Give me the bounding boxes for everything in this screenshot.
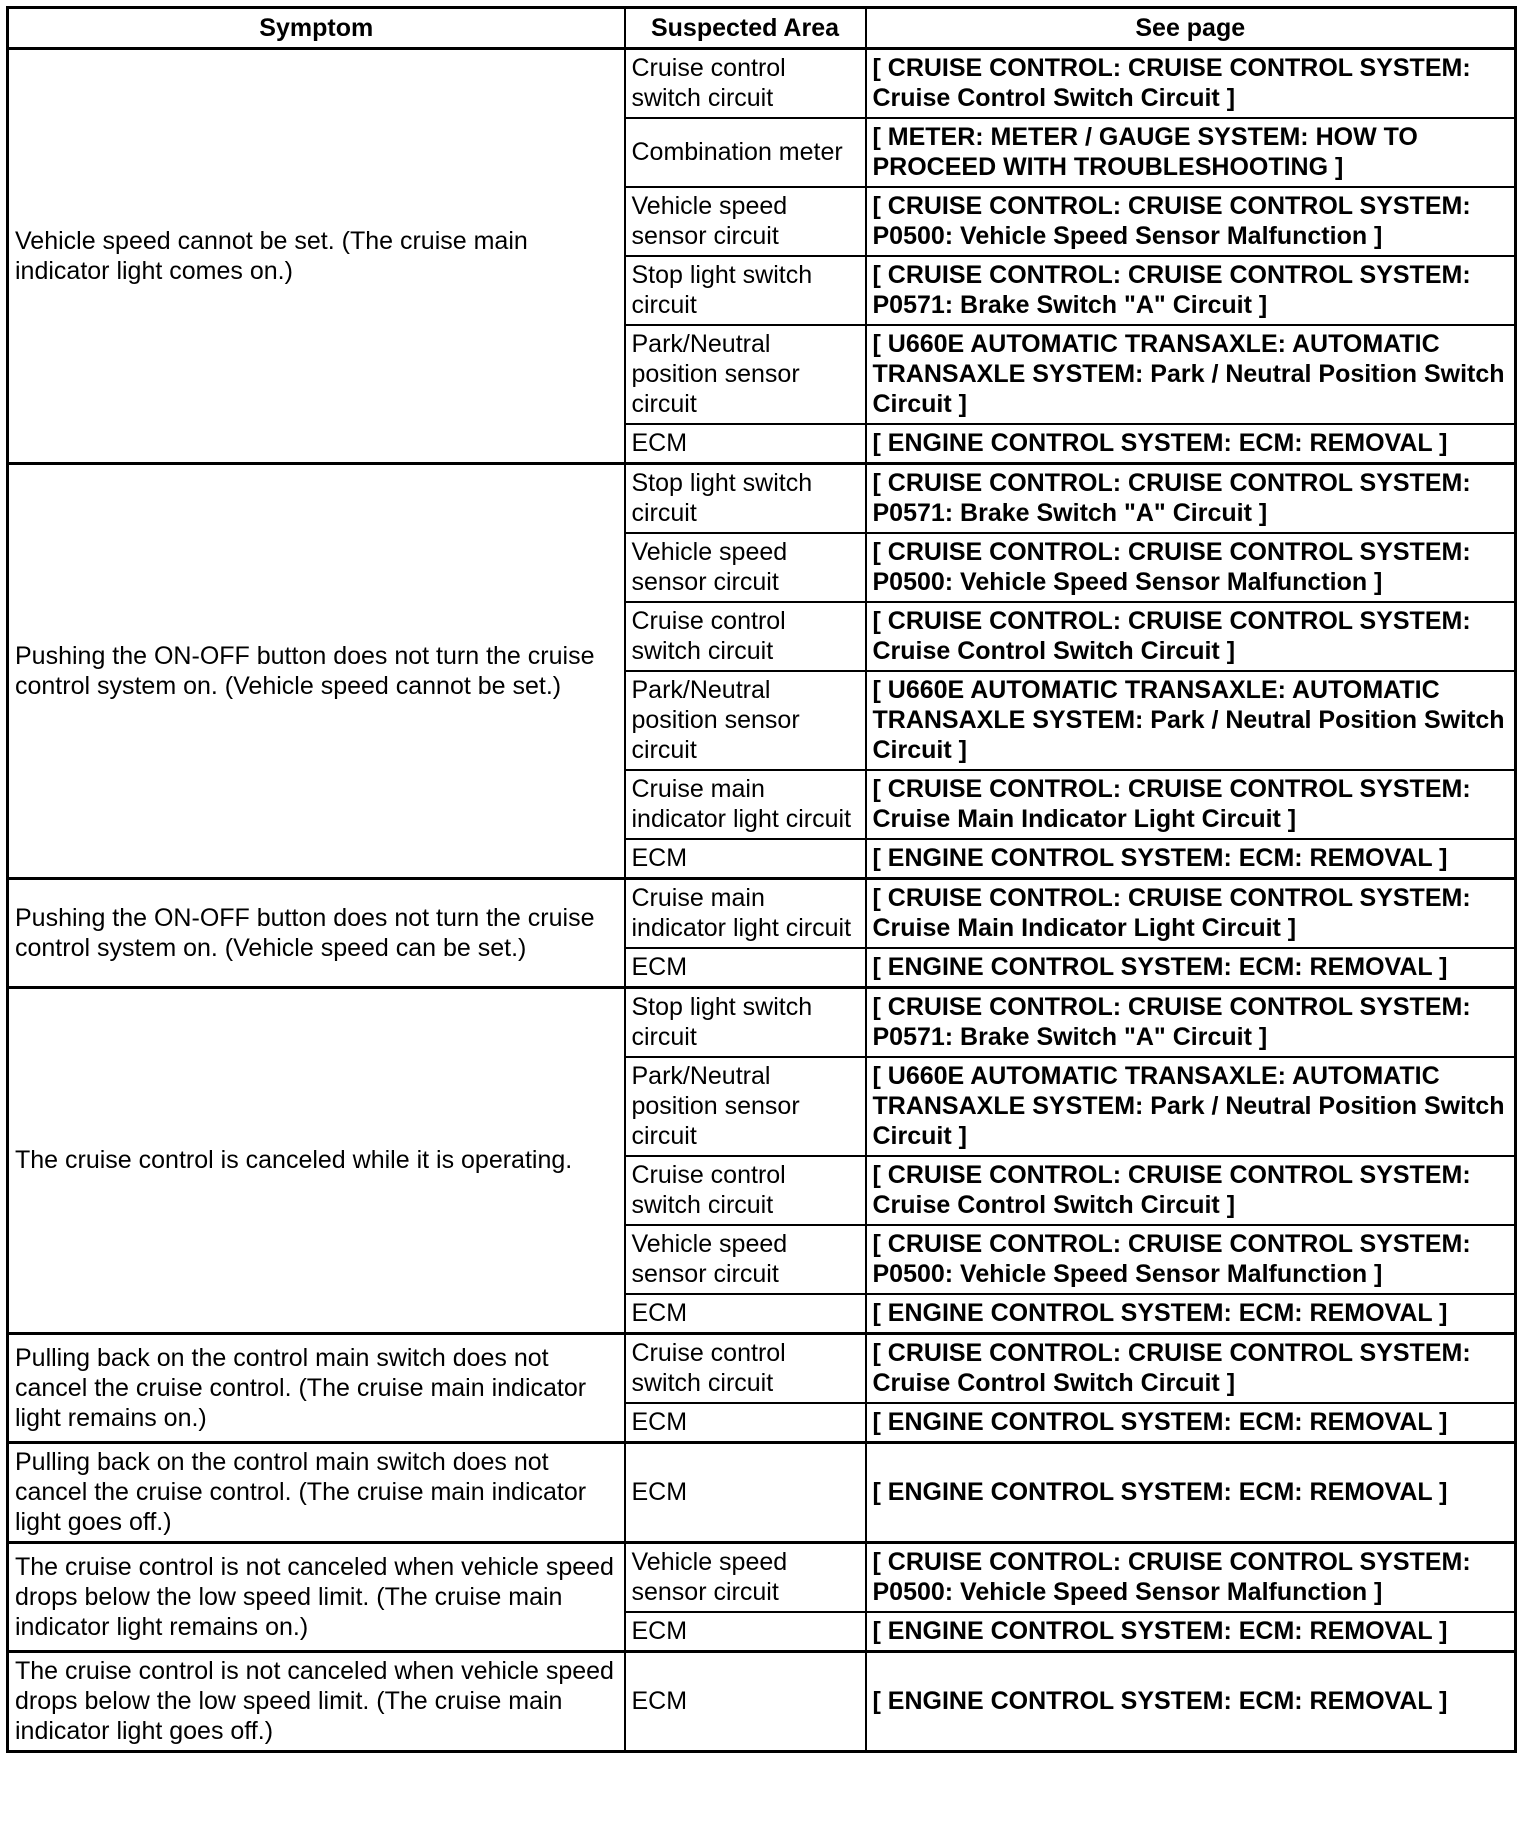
table-row [8, 879, 1516, 949]
suspected-area-cell: Stop light switch circuit [625, 464, 866, 534]
table-row [8, 1334, 1516, 1404]
symptom-cell: Pushing the ON-OFF button does not turn the cruise control system on. (Vehicle speed can be set.) [8, 879, 625, 988]
see-page-reference-link[interactable]: [ ENGINE CONTROL SYSTEM: ECM: REMOVAL ] [866, 1652, 1516, 1752]
column-header-suspected-area: Suspected Area [625, 8, 866, 49]
symptom-cell: Vehicle speed cannot be set. (The cruise main indicator light comes on.) [8, 49, 625, 464]
see-page-reference-link[interactable]: [ CRUISE CONTROL: CRUISE CONTROL SYSTEM: P0571: Brake Switch "A" Circuit ] [866, 256, 1516, 325]
suspected-area-cell: ECM [625, 1652, 866, 1752]
suspected-area-cell: Cruise main indicator light circuit [625, 770, 866, 839]
suspected-area-cell: ECM [625, 1612, 866, 1652]
see-page-reference-link[interactable]: [ CRUISE CONTROL: CRUISE CONTROL SYSTEM: Cruise Control Switch Circuit ] [866, 1156, 1516, 1225]
see-page-reference-link[interactable]: [ METER: METER / GAUGE SYSTEM: HOW TO PROCEED WITH TROUBLESHOOTING ] [866, 118, 1516, 187]
suspected-area-cell: Vehicle speed sensor circuit [625, 1225, 866, 1294]
table-body [8, 49, 1516, 1752]
suspected-area-cell: Vehicle speed sensor circuit [625, 187, 866, 256]
see-page-reference-link[interactable]: [ CRUISE CONTROL: CRUISE CONTROL SYSTEM: P0500: Vehicle Speed Sensor Malfunction ] [866, 1543, 1516, 1613]
suspected-area-cell: Park/Neutral position sensor circuit [625, 325, 866, 424]
suspected-area-cell: Cruise control switch circuit [625, 1156, 866, 1225]
suspected-area-cell: ECM [625, 1403, 866, 1443]
suspected-area-cell: Park/Neutral position sensor circuit [625, 1057, 866, 1156]
symptom-cell: Pulling back on the control main switch does not cancel the cruise control. (The cruise main indicator light goes off.) [8, 1443, 625, 1543]
suspected-area-cell: Cruise control switch circuit [625, 1334, 866, 1404]
see-page-reference-link[interactable]: [ ENGINE CONTROL SYSTEM: ECM: REMOVAL ] [866, 1443, 1516, 1543]
suspected-area-cell: ECM [625, 839, 866, 879]
see-page-reference-link[interactable]: [ U660E AUTOMATIC TRANSAXLE: AUTOMATIC TRANSAXLE SYSTEM: Park / Neutral Position Switch Circuit ] [866, 671, 1516, 770]
see-page-reference-link[interactable]: [ U660E AUTOMATIC TRANSAXLE: AUTOMATIC TRANSAXLE SYSTEM: Park / Neutral Position Switch Circuit ] [866, 325, 1516, 424]
see-page-reference-link[interactable]: [ ENGINE CONTROL SYSTEM: ECM: REMOVAL ] [866, 1612, 1516, 1652]
see-page-reference-link[interactable]: [ ENGINE CONTROL SYSTEM: ECM: REMOVAL ] [866, 839, 1516, 879]
see-page-reference-link[interactable]: [ ENGINE CONTROL SYSTEM: ECM: REMOVAL ] [866, 424, 1516, 464]
column-header-symptom: Symptom [8, 8, 625, 49]
suspected-area-cell: Park/Neutral position sensor circuit [625, 671, 866, 770]
symptom-cell: The cruise control is canceled while it is operating. [8, 988, 625, 1334]
see-page-reference-link[interactable]: [ CRUISE CONTROL: CRUISE CONTROL SYSTEM: Cruise Main Indicator Light Circuit ] [866, 879, 1516, 949]
see-page-reference-link[interactable]: [ CRUISE CONTROL: CRUISE CONTROL SYSTEM: Cruise Control Switch Circuit ] [866, 1334, 1516, 1404]
see-page-reference-link[interactable]: [ U660E AUTOMATIC TRANSAXLE: AUTOMATIC TRANSAXLE SYSTEM: Park / Neutral Position Switch Circuit ] [866, 1057, 1516, 1156]
suspected-area-cell: Stop light switch circuit [625, 256, 866, 325]
suspected-area-cell: ECM [625, 1294, 866, 1334]
table-row [8, 49, 1516, 119]
symptom-cell: Pushing the ON-OFF button does not turn the cruise control system on. (Vehicle speed cannot be set.) [8, 464, 625, 879]
see-page-reference-link[interactable]: [ ENGINE CONTROL SYSTEM: ECM: REMOVAL ] [866, 1294, 1516, 1334]
suspected-area-cell: Cruise control switch circuit [625, 49, 866, 119]
suspected-area-cell: Vehicle speed sensor circuit [625, 1543, 866, 1613]
see-page-reference-link[interactable]: [ CRUISE CONTROL: CRUISE CONTROL SYSTEM: P0500: Vehicle Speed Sensor Malfunction ] [866, 1225, 1516, 1294]
table-row [8, 1652, 1516, 1752]
symptom-cell: Pulling back on the control main switch does not cancel the cruise control. (The cruise main indicator light remains on.) [8, 1334, 625, 1443]
table-row [8, 988, 1516, 1058]
table-row [8, 1443, 1516, 1543]
suspected-area-cell: ECM [625, 1443, 866, 1543]
see-page-reference-link[interactable]: [ CRUISE CONTROL: CRUISE CONTROL SYSTEM: P0571: Brake Switch "A" Circuit ] [866, 988, 1516, 1058]
see-page-reference-link[interactable]: [ CRUISE CONTROL: CRUISE CONTROL SYSTEM: Cruise Control Switch Circuit ] [866, 602, 1516, 671]
see-page-reference-link[interactable]: [ CRUISE CONTROL: CRUISE CONTROL SYSTEM: Cruise Main Indicator Light Circuit ] [866, 770, 1516, 839]
table-row [8, 1543, 1516, 1613]
table-row [8, 464, 1516, 534]
suspected-area-cell: Vehicle speed sensor circuit [625, 533, 866, 602]
suspected-area-cell: Stop light switch circuit [625, 988, 866, 1058]
suspected-area-cell: Cruise control switch circuit [625, 602, 866, 671]
see-page-reference-link[interactable]: [ CRUISE CONTROL: CRUISE CONTROL SYSTEM: Cruise Control Switch Circuit ] [866, 49, 1516, 119]
see-page-reference-link[interactable]: [ CRUISE CONTROL: CRUISE CONTROL SYSTEM: P0500: Vehicle Speed Sensor Malfunction ] [866, 533, 1516, 602]
suspected-area-cell: ECM [625, 948, 866, 988]
see-page-reference-link[interactable]: [ ENGINE CONTROL SYSTEM: ECM: REMOVAL ] [866, 1403, 1516, 1443]
suspected-area-cell: Combination meter [625, 118, 866, 187]
see-page-reference-link[interactable]: [ CRUISE CONTROL: CRUISE CONTROL SYSTEM: P0571: Brake Switch "A" Circuit ] [866, 464, 1516, 534]
see-page-reference-link[interactable]: [ ENGINE CONTROL SYSTEM: ECM: REMOVAL ] [866, 948, 1516, 988]
symptom-cell: The cruise control is not canceled when vehicle speed drops below the low speed limit. (The cruise main indicator light remains on.) [8, 1543, 625, 1652]
symptom-cell: The cruise control is not canceled when vehicle speed drops below the low speed limit. (The cruise main indicator light goes off.) [8, 1652, 625, 1752]
table-header-row [8, 8, 1516, 49]
suspected-area-cell: Cruise main indicator light circuit [625, 879, 866, 949]
suspected-area-cell: ECM [625, 424, 866, 464]
see-page-reference-link[interactable]: [ CRUISE CONTROL: CRUISE CONTROL SYSTEM: P0500: Vehicle Speed Sensor Malfunction ] [866, 187, 1516, 256]
column-header-see-page: See page [866, 8, 1516, 49]
troubleshooting-table [6, 6, 1517, 1753]
